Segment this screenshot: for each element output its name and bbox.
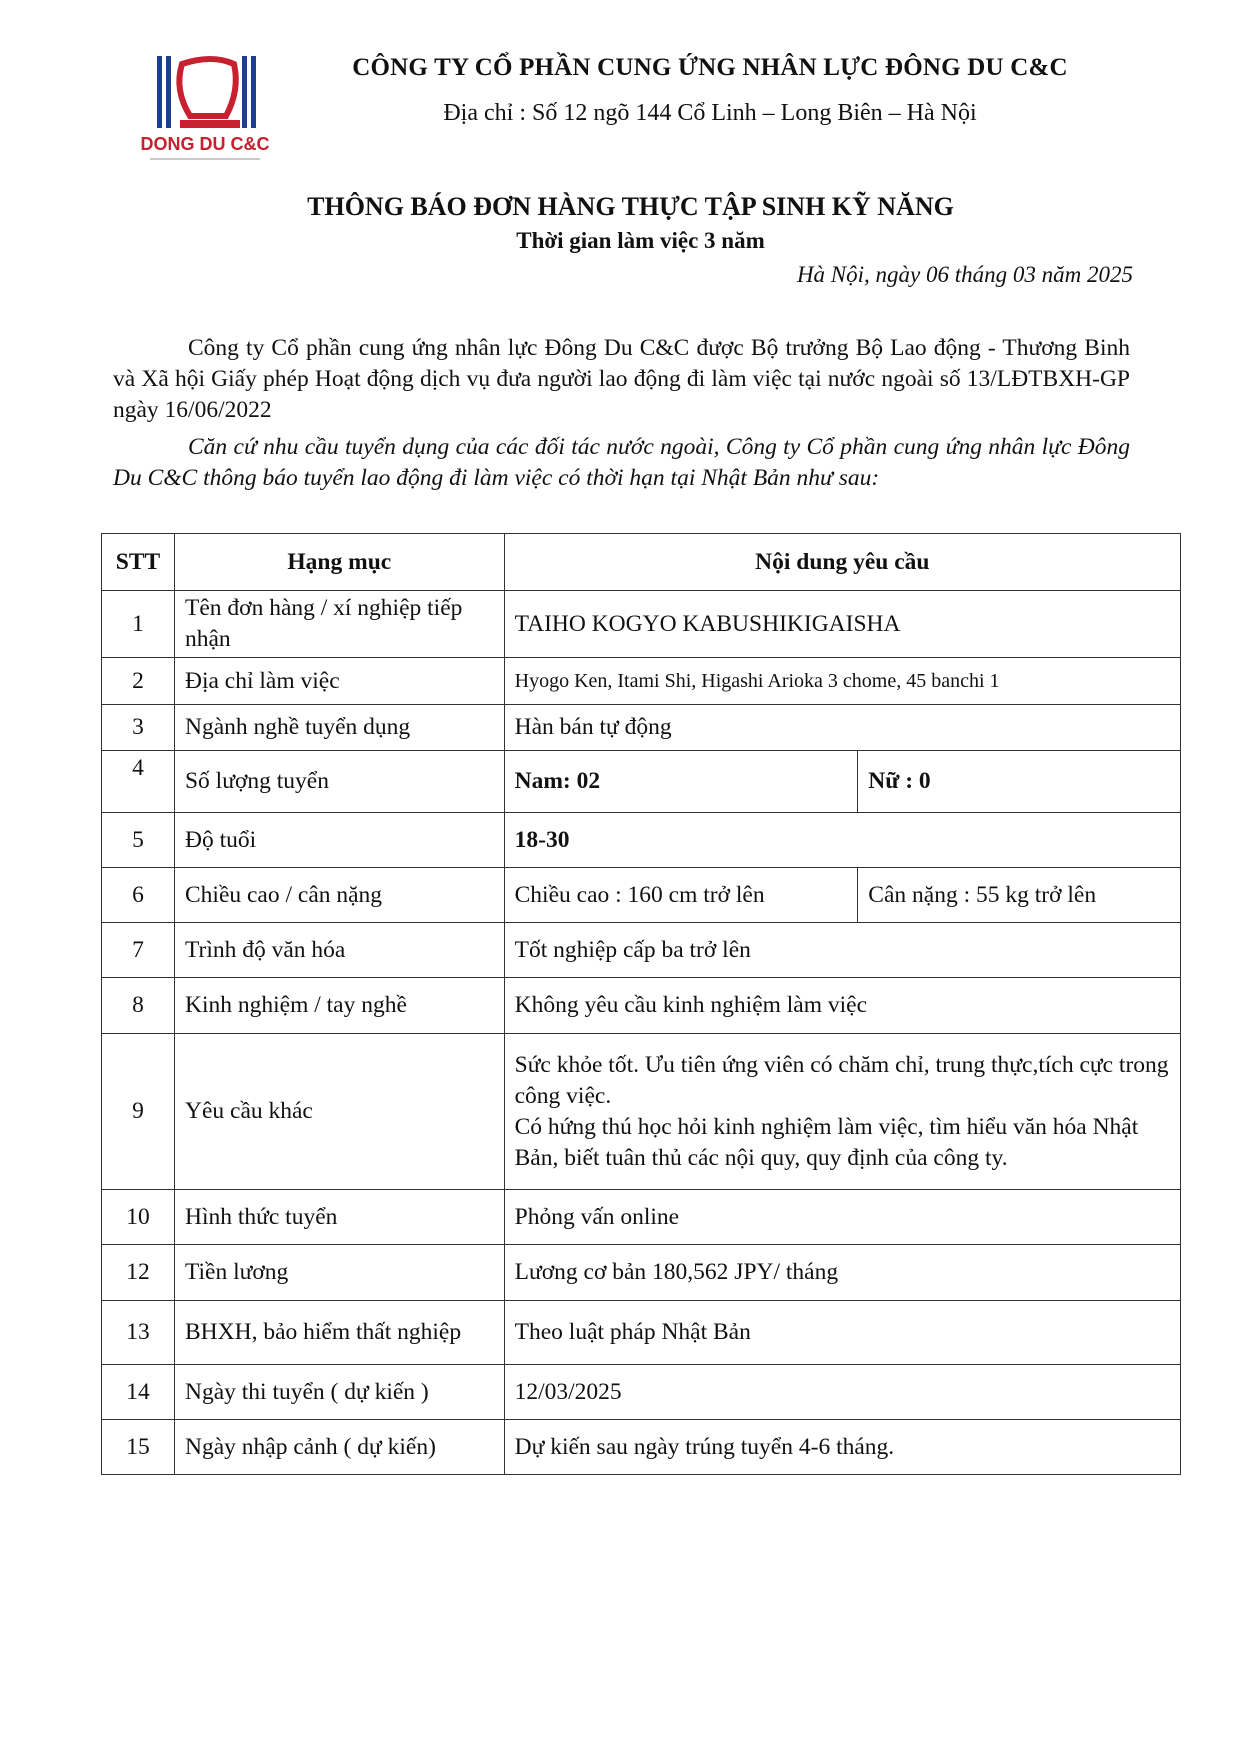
row-content-female: Nữ : 0 <box>858 751 1181 813</box>
table-row <box>102 978 1181 1034</box>
row-content-weight: Cân nặng : 55 kg trở lên <box>858 868 1181 923</box>
company-logo <box>130 50 280 168</box>
row-stt: 13 <box>102 1301 175 1365</box>
row-content-line: Có hứng thú học hỏi kinh nghiệm làm việc, tìm hiểu văn hóa Nhật Bản, biết tuân thủ các nội quy, quy định của công ty. <box>514 1113 1139 1171</box>
company-name: CÔNG TY CỔ PHẦN CUNG ỨNG NHÂN LỰC ĐÔNG DU C&C <box>352 54 1068 81</box>
table-row <box>102 751 1181 813</box>
row-category: Kinh nghiệm / tay nghề <box>174 978 504 1034</box>
intro-text-1: Công ty Cổ phần cung ứng nhân lực Đông Du C&C được Bộ trưởng Bộ Lao động - Thương Binh và Xã hội Giấy phép Hoạt động dịch vụ đưa người lao động đi làm việc tại nước ngoài số 13/LĐTBXH-GP ngày 16/06/2022 <box>113 335 1130 423</box>
row-category: Số lượng tuyển <box>174 751 504 813</box>
dong-du-logo-icon <box>130 50 280 168</box>
document-title-block <box>0 192 1241 254</box>
table-row <box>102 1245 1181 1301</box>
row-content <box>504 1034 1180 1190</box>
row-category: Ngành nghề tuyển dụng <box>174 705 504 751</box>
table-row <box>102 868 1181 923</box>
header-category: Hạng mục <box>174 534 504 591</box>
row-stt: 4 <box>102 751 175 813</box>
row-content: Không yêu cầu kinh nghiệm làm việc <box>504 978 1180 1034</box>
row-category: Tên đơn hàng / xí nghiệp tiếp nhận <box>174 591 504 658</box>
row-stt: 10 <box>102 1190 175 1245</box>
intro-paragraph-2 <box>113 432 1130 494</box>
table-row <box>102 923 1181 978</box>
row-category: Ngày nhập cảnh ( dự kiến) <box>174 1420 504 1475</box>
row-content: Hyogo Ken, Itami Shi, Higashi Arioka 3 chome, 45 banchi 1 <box>504 658 1180 705</box>
row-stt: 3 <box>102 705 175 751</box>
table-row <box>102 1420 1181 1475</box>
requirements-table <box>101 533 1181 1475</box>
table-row <box>102 591 1181 658</box>
row-category: Tiền lương <box>174 1245 504 1301</box>
table-row <box>102 1034 1181 1190</box>
row-content-male: Nam: 02 <box>504 751 858 813</box>
company-header <box>300 54 1120 127</box>
row-stt: 7 <box>102 923 175 978</box>
row-category: Độ tuổi <box>174 813 504 868</box>
table-row <box>102 1190 1181 1245</box>
row-content: Tốt nghiệp cấp ba trở lên <box>504 923 1180 978</box>
row-stt: 1 <box>102 591 175 658</box>
row-category: Trình độ văn hóa <box>174 923 504 978</box>
document-subtitle: Thời gian làm việc 3 năm <box>516 228 765 253</box>
row-stt: 8 <box>102 978 175 1034</box>
table-row <box>102 705 1181 751</box>
row-content: 18-30 <box>504 813 1180 868</box>
table-header-row <box>102 534 1181 591</box>
intro-text-2: Căn cứ nhu cầu tuyển dụng của các đối tác nước ngoài, Công ty Cổ phần cung ứng nhân lực Đông Du C&C thông báo tuyển lao động đi làm việc có thời hạn tại Nhật Bản như sau: <box>113 434 1130 491</box>
document-date: Hà Nội, ngày 06 tháng 03 năm 2025 <box>796 262 1133 287</box>
row-stt: 15 <box>102 1420 175 1475</box>
intro-paragraph-1 <box>113 333 1130 426</box>
document-title: THÔNG BÁO ĐƠN HÀNG THỰC TẬP SINH KỸ NĂNG <box>307 192 954 221</box>
row-category: Yêu cầu khác <box>174 1034 504 1190</box>
row-content: 12/03/2025 <box>504 1365 1180 1420</box>
row-stt: 12 <box>102 1245 175 1301</box>
logo-text: DONG DU C&C <box>140 134 270 154</box>
row-content: Hàn bán tự động <box>504 705 1180 751</box>
row-stt: 5 <box>102 813 175 868</box>
header-stt: STT <box>102 534 175 591</box>
row-content: Phỏng vấn online <box>504 1190 1180 1245</box>
row-category: Địa chỉ làm việc <box>174 658 504 705</box>
row-stt: 6 <box>102 868 175 923</box>
table-row <box>102 658 1181 705</box>
company-address: Địa chỉ : Số 12 ngõ 144 Cổ Linh – Long Biên – Hà Nội <box>443 100 977 126</box>
row-content: TAIHO KOGYO KABUSHIKIGAISHA <box>504 591 1180 658</box>
table-row <box>102 1301 1181 1365</box>
row-stt: 2 <box>102 658 175 705</box>
row-content-height: Chiều cao : 160 cm trở lên <box>504 868 858 923</box>
row-content: Theo luật pháp Nhật Bản <box>504 1301 1180 1365</box>
header-content: Nội dung yêu cầu <box>504 534 1180 591</box>
row-category: Chiều cao / cân nặng <box>174 868 504 923</box>
table-row <box>102 813 1181 868</box>
row-category: Ngày thi tuyển ( dự kiến ) <box>174 1365 504 1420</box>
row-content-line: Sức khỏe tốt. Ưu tiên ứng viên có chăm chỉ, trung thực,tích cực trong công việc. <box>514 1051 1169 1109</box>
row-content: Lương cơ bản 180,562 JPY/ tháng <box>504 1245 1180 1301</box>
row-stt: 14 <box>102 1365 175 1420</box>
row-category: Hình thức tuyển <box>174 1190 504 1245</box>
row-stt: 9 <box>102 1034 175 1190</box>
table-row <box>102 1365 1181 1420</box>
row-category: BHXH, bảo hiểm thất nghiệp <box>174 1301 504 1365</box>
row-content: Dự kiến sau ngày trúng tuyển 4-6 tháng. <box>504 1420 1180 1475</box>
